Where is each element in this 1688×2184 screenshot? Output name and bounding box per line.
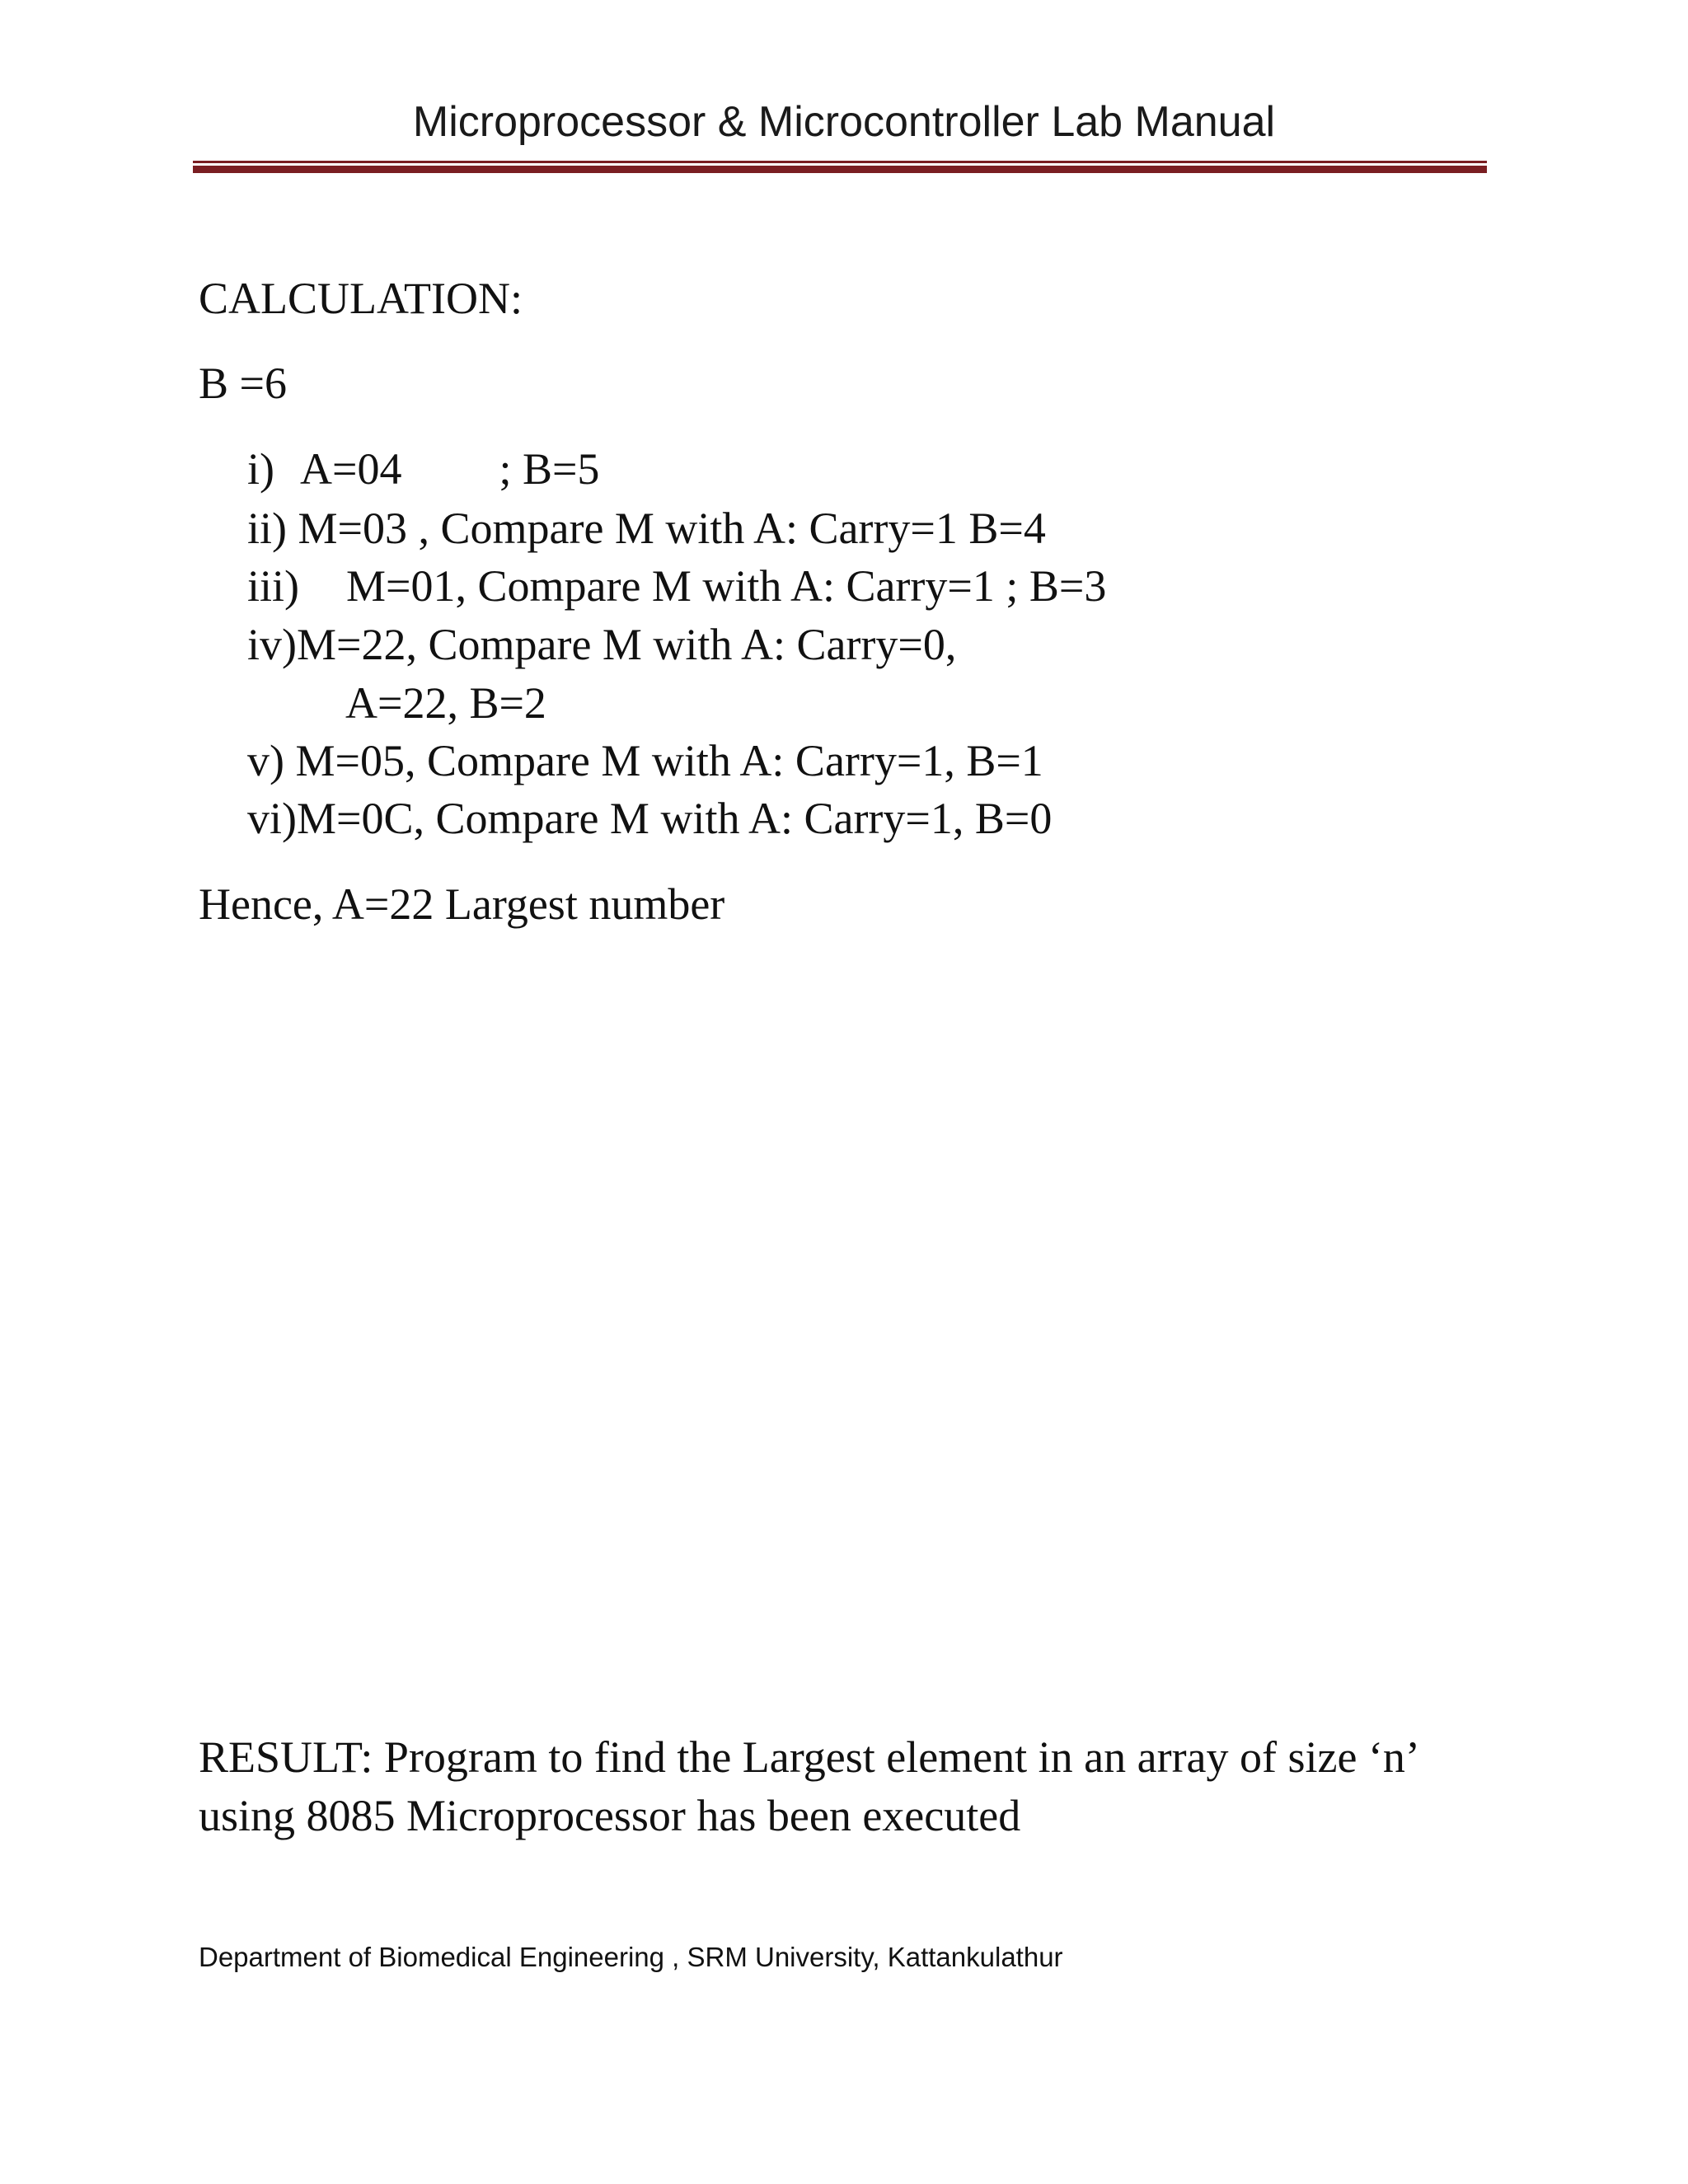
initial-value: B =6 — [199, 359, 287, 408]
calc-step-4 — [247, 622, 956, 667]
calc-step-3 — [247, 561, 1107, 611]
step-number: i) — [247, 444, 274, 494]
step-text: M=22, Compare M with A: Carry=0, — [297, 620, 957, 669]
step-number: ii) — [247, 504, 287, 553]
calculation-conclusion: Hence, A=22 Largest number — [199, 879, 725, 929]
step-extra: ; B=5 — [499, 444, 600, 494]
step-number: v) — [247, 736, 284, 785]
step-number: iii) — [247, 561, 299, 611]
calc-step-1 — [247, 444, 600, 494]
step-text: A=04 — [300, 444, 402, 494]
step-number: vi) — [247, 794, 297, 843]
calculation-heading: CALCULATION: — [199, 274, 523, 323]
calc-step-6 — [247, 796, 1052, 841]
calc-step-5 — [247, 738, 1043, 783]
header-rule-thin — [193, 161, 1487, 163]
step-text: M=01, Compare M with A: Carry=1 ; B=3 — [346, 561, 1107, 611]
header-rule-thick — [193, 166, 1487, 173]
step-text: M=0C, Compare M with A: Carry=1, B=0 — [297, 794, 1053, 843]
step-text: M=05, Compare M with A: Carry=1, B=1 — [295, 736, 1043, 785]
page-header-title: Microprocessor & Microcontroller Lab Manual — [412, 98, 1276, 146]
step-text: M=03 , Compare M with A: Carry=1 B=4 — [298, 504, 1046, 553]
result-line-2: using 8085 Microprocessor has been executed — [199, 1791, 1021, 1840]
result-line-1: RESULT: Program to find the Largest element in an array of size ‘n’ — [199, 1732, 1420, 1782]
page-footer: Department of Biomedical Engineering , SRM University, Kattankulathur — [199, 1942, 1063, 1972]
step-number: iv) — [247, 620, 297, 669]
calc-step-2 — [247, 506, 1046, 551]
calc-step-4-continuation: A=22, B=2 — [345, 678, 546, 728]
